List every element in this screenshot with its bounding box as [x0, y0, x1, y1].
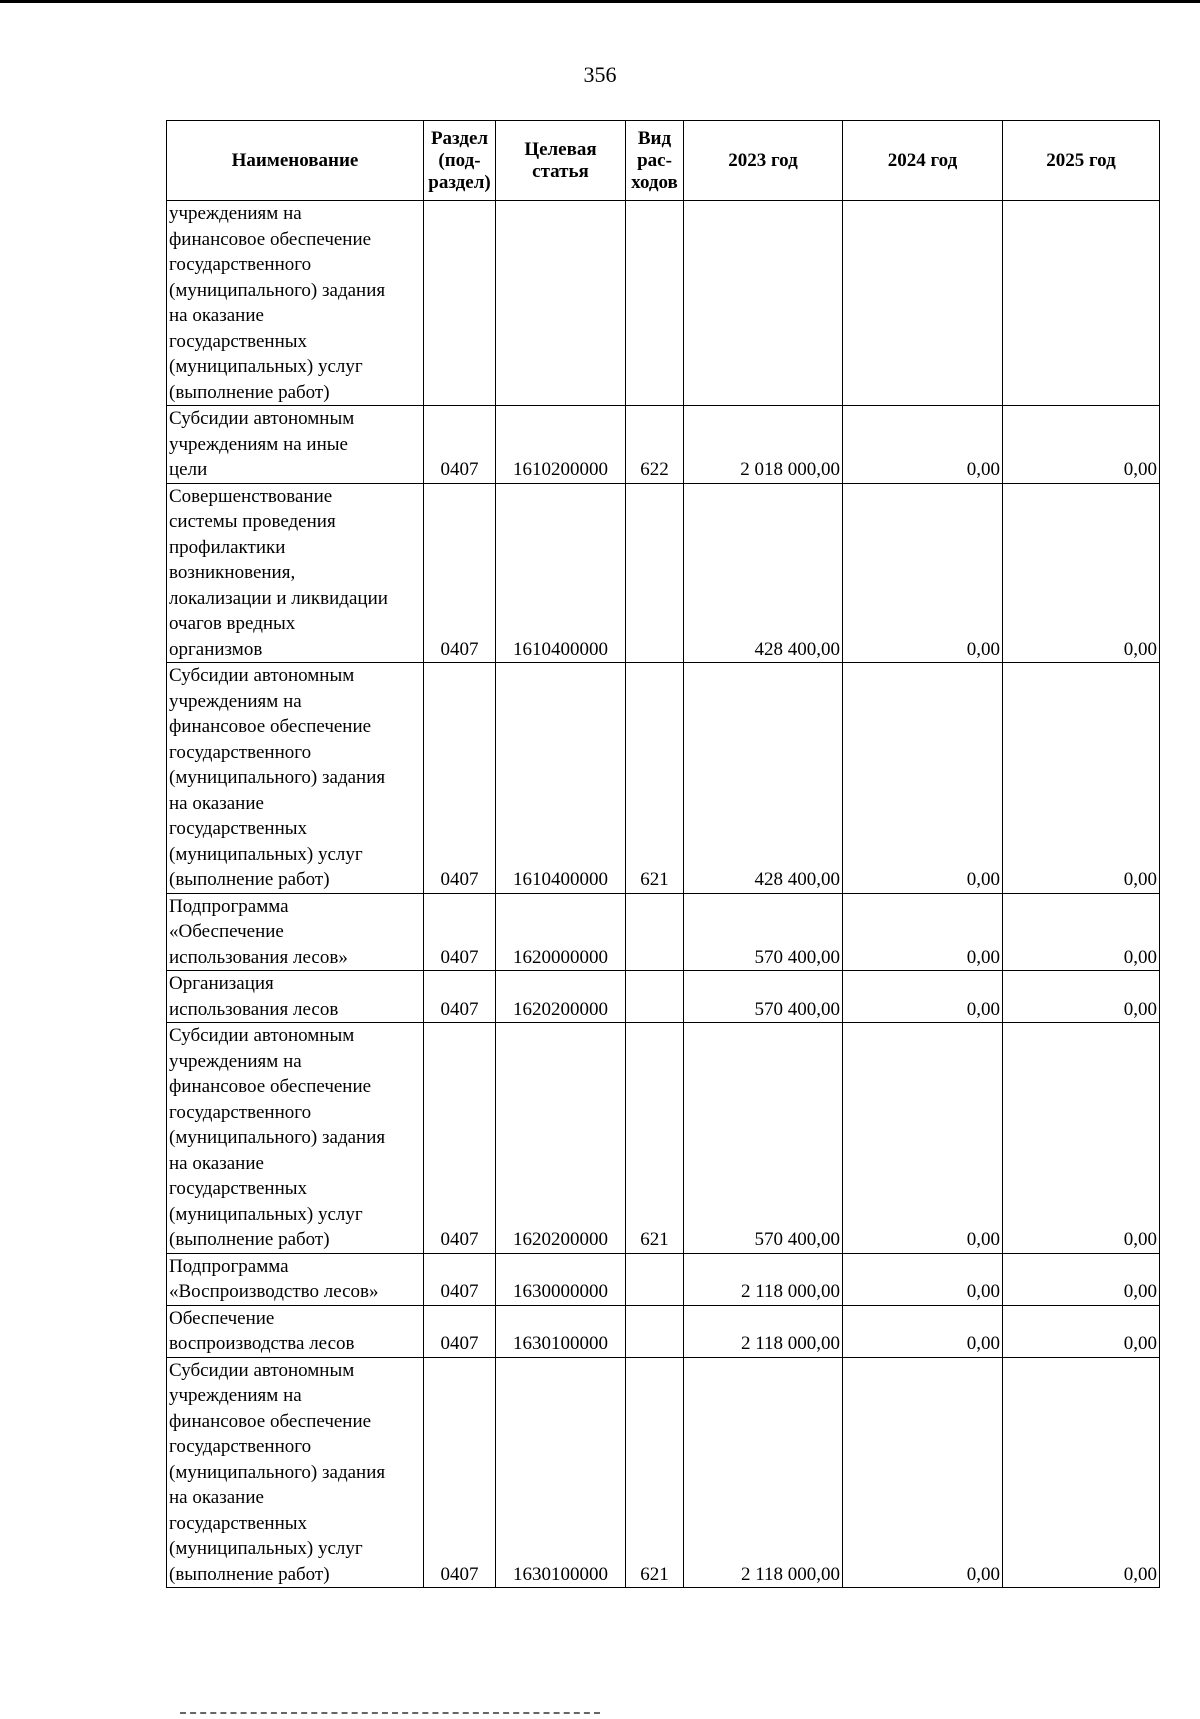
- cell-2024: 0,00: [843, 483, 1003, 663]
- cell-2023: 2 018 000,00: [684, 406, 843, 484]
- cell-name: Организация использования лесов: [167, 971, 424, 1023]
- cell-2025: 0,00: [1003, 1253, 1160, 1305]
- cell-2024: [843, 201, 1003, 406]
- table-row: [167, 893, 1160, 971]
- cell-2024: 0,00: [843, 1023, 1003, 1254]
- cell-expense-type: 621: [626, 1357, 684, 1588]
- cell-name: учреждениям на финансовое обеспечение государственного (муниципального) задания на оказание государственных (муниципальных) услуг (выполнение работ): [167, 201, 424, 406]
- table-row: [167, 1305, 1160, 1357]
- table-row: [167, 1253, 1160, 1305]
- cell-2023: 428 400,00: [684, 483, 843, 663]
- table-row: [167, 663, 1160, 894]
- cell-article: 1610400000: [496, 483, 626, 663]
- cell-2023: 570 400,00: [684, 1023, 843, 1254]
- cell-2025: 0,00: [1003, 483, 1160, 663]
- cell-2023: 570 400,00: [684, 893, 843, 971]
- header-section: Раздел (под-раздел): [424, 121, 496, 201]
- cell-expense-type: 621: [626, 663, 684, 894]
- cell-section: 0407: [424, 971, 496, 1023]
- table-row: [167, 406, 1160, 484]
- cell-article: 1630100000: [496, 1305, 626, 1357]
- cell-2025: 0,00: [1003, 893, 1160, 971]
- cell-2023: 2 118 000,00: [684, 1253, 843, 1305]
- cell-name: Субсидии автономным учреждениям на финансовое обеспечение государственного (муниципального) задания на оказание государственных (муниципальных) услуг (выполнение работ): [167, 1357, 424, 1588]
- cell-article: 1610200000: [496, 406, 626, 484]
- table-header-row: [167, 121, 1160, 201]
- cell-section: 0407: [424, 663, 496, 894]
- table-row: [167, 1023, 1160, 1254]
- cell-name: Совершенствование системы проведения профилактики возникновения, локализации и ликвидации очагов вредных организмов: [167, 483, 424, 663]
- cell-2024: 0,00: [843, 971, 1003, 1023]
- cell-expense-type: [626, 971, 684, 1023]
- cell-2025: 0,00: [1003, 1357, 1160, 1588]
- header-name: Наименование: [167, 121, 424, 201]
- cell-name: Субсидии автономным учреждениям на иные цели: [167, 406, 424, 484]
- table-row: [167, 1357, 1160, 1588]
- cell-expense-type: [626, 1253, 684, 1305]
- cell-article: 1620000000: [496, 893, 626, 971]
- cell-name: Подпрограмма «Обеспечение использования лесов»: [167, 893, 424, 971]
- cell-section: [424, 201, 496, 406]
- cell-section: 0407: [424, 406, 496, 484]
- cell-name: Субсидии автономным учреждениям на финансовое обеспечение государственного (муниципального) задания на оказание государственных (муниципальных) услуг (выполнение работ): [167, 1023, 424, 1254]
- cell-name: Субсидии автономным учреждениям на финансовое обеспечение государственного (муниципального) задания на оказание государственных (муниципальных) услуг (выполнение работ): [167, 663, 424, 894]
- table-row: [167, 201, 1160, 406]
- cell-name: Обеспечение воспроизводства лесов: [167, 1305, 424, 1357]
- cell-expense-type: [626, 483, 684, 663]
- cell-2024: 0,00: [843, 1305, 1003, 1357]
- cell-article: 1620200000: [496, 971, 626, 1023]
- cell-article: 1630000000: [496, 1253, 626, 1305]
- cell-expense-type: [626, 1305, 684, 1357]
- cell-section: 0407: [424, 483, 496, 663]
- cell-section: 0407: [424, 893, 496, 971]
- header-2025: 2025 год: [1003, 121, 1160, 201]
- cell-2023: 2 118 000,00: [684, 1305, 843, 1357]
- cell-article: 1620200000: [496, 1023, 626, 1254]
- cell-expense-type: 622: [626, 406, 684, 484]
- cell-section: 0407: [424, 1305, 496, 1357]
- header-article: Целевая статья: [496, 121, 626, 201]
- cell-2025: 0,00: [1003, 971, 1160, 1023]
- cell-expense-type: [626, 893, 684, 971]
- header-expense-type: Вид рас-ходов: [626, 121, 684, 201]
- cell-section: 0407: [424, 1357, 496, 1588]
- cell-section: 0407: [424, 1253, 496, 1305]
- cell-expense-type: 621: [626, 1023, 684, 1254]
- cell-2025: 0,00: [1003, 663, 1160, 894]
- scan-bottom-mark: [180, 1712, 600, 1717]
- cell-2024: 0,00: [843, 663, 1003, 894]
- table-body: [167, 201, 1160, 1588]
- cell-2023: 2 118 000,00: [684, 1357, 843, 1588]
- cell-name: Подпрограмма «Воспроизводство лесов»: [167, 1253, 424, 1305]
- table-row: [167, 971, 1160, 1023]
- header-2024: 2024 год: [843, 121, 1003, 201]
- page-number: 356: [583, 62, 617, 87]
- cell-expense-type: [626, 201, 684, 406]
- cell-2023: 570 400,00: [684, 971, 843, 1023]
- cell-article: [496, 201, 626, 406]
- budget-table: [166, 120, 1160, 1588]
- cell-2023: 428 400,00: [684, 663, 843, 894]
- cell-article: 1630100000: [496, 1357, 626, 1588]
- scan-top-edge: [0, 0, 1200, 3]
- cell-2025: 0,00: [1003, 1023, 1160, 1254]
- table-row: [167, 483, 1160, 663]
- header-2023: 2023 год: [684, 121, 843, 201]
- cell-article: 1610400000: [496, 663, 626, 894]
- cell-2024: 0,00: [843, 406, 1003, 484]
- cell-2024: 0,00: [843, 1357, 1003, 1588]
- cell-2023: [684, 201, 843, 406]
- cell-section: 0407: [424, 1023, 496, 1254]
- cell-2025: 0,00: [1003, 406, 1160, 484]
- cell-2024: 0,00: [843, 893, 1003, 971]
- cell-2025: 0,00: [1003, 1305, 1160, 1357]
- cell-2024: 0,00: [843, 1253, 1003, 1305]
- cell-2025: [1003, 201, 1160, 406]
